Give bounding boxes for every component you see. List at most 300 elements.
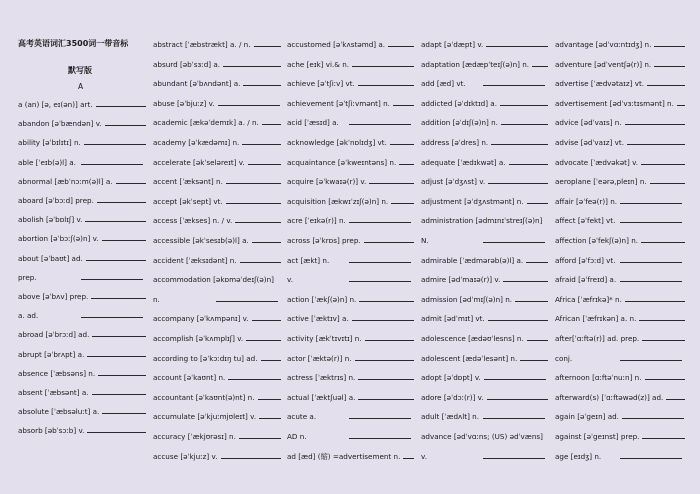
answer-blank[interactable] [488,319,548,321]
answer-blank[interactable] [654,65,685,67]
vocab-entry [18,100,146,109]
vocab-entry [421,177,548,186]
entry-text: act [ækt] n. [287,255,330,265]
answer-blank[interactable] [243,84,281,86]
vocab-entry [555,452,685,461]
vocab-entry [287,158,414,167]
vocab-entry [555,295,685,304]
answer-blank[interactable] [520,359,548,361]
entry-text: N. [421,236,429,245]
entry-text: abuse [əˈbjuːz] v. [153,98,215,108]
entry-text: according to [əˈkɔːdɪŋ tu] ad. [153,353,258,363]
entry-text: abandon [əˈbændən] v. [18,119,102,129]
answer-blank[interactable] [98,374,146,376]
vocab-entry [421,99,548,108]
vocab-entry [287,334,414,343]
answer-blank[interactable] [488,182,548,184]
vocab-entry [421,452,548,461]
entry-text: ability [əˈbɪlɪtɪ] n. [18,138,81,148]
entry-text: admire [ədˈmaɪə(r)] v. [421,275,501,285]
answer-blank[interactable] [359,300,414,302]
entry-text: advertise [ˈædvətaɪz] vt. [555,79,645,89]
entry-text: above [əˈbʌv] prep. [18,292,89,301]
vocab-entry [555,138,685,147]
vocab-entry [18,369,146,378]
answer-blank[interactable] [515,300,548,302]
answer-blank[interactable] [487,398,548,400]
vocab-entry [421,138,548,147]
answer-blank[interactable] [399,163,414,165]
answer-blank[interactable] [92,393,146,395]
entry-text: abroad [əˈbrɔːd] ad. [18,330,90,340]
vocab-entry [153,295,281,304]
vocab-entry [18,330,146,339]
answer-blank[interactable] [620,221,682,223]
answer-blank[interactable] [86,259,146,261]
answer-blank[interactable] [486,45,548,47]
vocab-entry [287,197,414,206]
entry-text: advance [ədˈvɑːns; (US) ədˈvæns] [421,432,543,441]
vocab-entry [287,177,414,186]
entry-text: addicted [əˈdɪktɪd] a. [421,98,497,108]
vocab-entry [555,393,685,402]
entry-text: aeroplane [ˈeərə,pleɪn] n. [555,177,647,187]
entry-text: affection [əˈfekʃ(ə)n] n. [555,236,639,245]
vocab-entry [421,354,548,363]
vocab-entry [555,373,685,382]
vocab-entry [287,40,414,49]
vocab-entry [153,216,281,225]
page-title: 高考英语词汇3500词一带音标 [18,39,129,48]
entry-text: adequate [ˈædɪkwət] a. [421,157,506,167]
answer-blank[interactable] [647,84,685,86]
entry-text: acknowledge [əkˈnɒlɪdʒ] vt. [287,138,387,147]
entry-text: achieve [əˈtʃiːv] vt. [287,79,355,89]
entry-text: account [əˈkaʊnt] n. [153,373,226,383]
entry-text: able [ˈeɪb(ə)l] a. [18,157,76,167]
entry-text: aboard [əˈbɔːd] prep. [18,196,94,205]
entry-text: active [ˈæktɪv] a. [287,314,349,324]
vocab-entry [18,292,146,301]
vocab-entry [18,388,146,397]
answer-blank[interactable] [642,339,685,341]
entry-text: abstract [ˈæbstrækt] a. / n. [153,40,251,49]
answer-blank[interactable] [641,163,685,165]
vocab-entry [555,236,685,245]
answer-blank[interactable] [483,457,545,459]
vocab-entry [555,256,685,265]
answer-blank[interactable] [365,339,414,341]
vocab-entry [153,314,281,323]
entry-text: add [æd] vt. [421,79,466,89]
vocab-entry [421,275,548,284]
answer-blank[interactable] [369,182,414,184]
vocab-entry [153,99,281,108]
vocab-entry [153,373,281,382]
vocab-entry [421,334,548,343]
vocab-entry [287,452,414,461]
entry-text: adjust [əˈdʒʌst] v. [421,177,486,187]
entry-text: afternoon [ɑːftəˈnuːn] n. [555,373,642,383]
answer-blank[interactable] [527,202,548,204]
entry-text: accent [ˈæksənt] n. [153,177,223,187]
vocab-entry [18,426,146,435]
answer-blank[interactable] [483,84,545,86]
entry-text: academic [ækəˈdemɪk] a. / n. [153,118,259,128]
vocab-entry [18,350,146,359]
vocab-entry [421,295,548,304]
entry-text: African [ˈæfrɪkən] a. n. [555,314,637,324]
entry-text: advertisement [ədˈvɜːtɪsmənt] n. [555,98,674,108]
entry-text: affair [əˈfeə(r)] n. [555,196,618,206]
page-subtitle: 默写版 [68,66,92,75]
answer-blank[interactable] [92,335,146,337]
answer-blank[interactable] [391,202,414,204]
entry-text: acid [ˈæsɪd] a. [287,118,339,128]
answer-blank[interactable] [390,143,414,145]
answer-blank[interactable] [527,339,548,341]
answer-blank[interactable] [239,437,281,439]
vocab-entry [421,393,548,402]
answer-blank[interactable] [262,123,281,125]
answer-blank[interactable] [240,261,281,263]
answer-blank[interactable] [81,163,143,165]
answer-blank[interactable] [355,359,414,361]
vocab-entry [153,432,281,441]
entry-text: accompany [əˈkʌmpənɪ] v. [153,314,249,324]
answer-blank[interactable] [352,65,414,67]
vocab-entry [555,177,685,186]
vocab-entry [18,311,146,320]
vocab-entry [153,40,281,49]
entry-text: adolescence [ædəʊˈlesns] n. [421,334,524,343]
answer-blank[interactable] [349,123,411,125]
vocab-entry [153,452,281,461]
vocab-entry [287,79,414,88]
answer-blank[interactable] [364,241,414,243]
answer-blank[interactable] [248,163,281,165]
vocab-entry [287,314,414,323]
entry-text: adore [əˈdɔː(r)] v. [421,392,484,402]
answer-blank[interactable] [620,280,682,282]
vocab-entry [287,216,414,225]
answer-blank[interactable] [349,221,411,223]
entry-text: address [əˈdres] n. [421,138,489,147]
answer-blank[interactable] [218,104,280,106]
answer-blank[interactable] [97,201,146,203]
vocab-entry [555,79,685,88]
vocab-entry [153,60,281,69]
entry-text: abundant [əˈbʌndənt] a. [153,79,241,89]
vocab-entry [287,393,414,402]
entry-text: advice [ədˈvaɪs] n. [555,118,622,128]
entry-text: absent [ˈæbsənt] a. [18,388,89,397]
answer-blank[interactable] [226,182,281,184]
entry-text: accident [ˈæksɪdənt] n. [153,255,237,265]
answer-blank[interactable] [235,221,281,223]
entry-text: afterward(s) [ˈɑːftəwəd(z)] ad. [555,392,664,402]
vocab-entry [421,256,548,265]
entry-text: admit [ədˈmɪt] vt. [421,314,485,324]
vocab-entry [18,196,146,205]
vocab-entry [555,40,685,49]
entry-text: accommodation [əkɒməˈdeɪʃ(ə)n] [153,275,274,285]
vocab-entry [555,334,685,343]
entry-text: ad [æd] (缩) =advertisement n. [287,451,401,461]
vocab-entry [287,295,414,304]
answer-blank[interactable] [666,398,685,400]
vocab-entry [287,118,414,127]
vocab-entry [287,256,414,265]
answer-blank[interactable] [96,105,146,107]
vocab-entry [555,354,685,363]
entry-text: adolescent [ædəˈlesənt] n. [421,353,518,363]
entry-text: afraid [əˈfreɪd] a. [555,275,617,285]
entry-text: activity [ækˈtɪvɪtɪ] n. [287,334,362,343]
vocab-entry [18,158,146,167]
entry-text: accustomed [əˈkʌstəmd] a. [287,40,386,49]
answer-blank[interactable] [627,143,685,145]
entry-text: admirable [ˈædmərəb(ə)l] a. [421,255,524,265]
answer-blank[interactable] [625,123,685,125]
answer-blank[interactable] [491,143,548,145]
answer-blank[interactable] [102,412,146,414]
vocab-entry [421,79,548,88]
answer-blank[interactable] [622,417,684,419]
entry-text: n. [153,294,160,304]
entry-text: affect [əˈfekt] vt. [555,216,616,226]
answer-blank[interactable] [105,124,146,126]
entry-text: adjustment [əˈdʒʌstmənt] n. [421,196,524,206]
vocab-entry [153,79,281,88]
entry-text: action [ˈækʃ(ə)n] n. [287,294,357,304]
entry-text: administration [ədmɪnɪˈstreɪʃ(ə)n] [421,216,543,226]
vocab-entry [153,412,281,421]
answer-blank[interactable] [639,319,685,321]
vocab-entry [287,99,414,108]
entry-text: accelerate [əkˈseləreɪt] v. [153,157,245,167]
answer-blank[interactable] [532,65,548,67]
vocab-entry [287,373,414,382]
answer-blank[interactable] [349,261,411,263]
entry-text: abrupt [əˈbrʌpt] a. [18,349,85,359]
answer-blank[interactable] [403,457,414,459]
entry-text: actress [ˈæktrɪs] n. [287,373,356,383]
vocab-entry [153,275,281,284]
vocab-entry [555,432,685,441]
vocab-entry [555,275,685,284]
entry-text: advise [ədˈvaɪz] vt. [555,138,624,147]
vocab-entry [18,119,146,128]
vocab-entry [555,216,685,225]
answer-blank[interactable] [228,378,281,380]
vocab-entry [555,197,685,206]
vocab-entry [421,432,548,441]
entry-text: after[ˈɑːftə(r)] ad. prep. [555,334,640,343]
vocab-entry [153,118,281,127]
vocab-entry [153,393,281,402]
answer-blank[interactable] [503,280,548,282]
entry-text: acute a. [287,412,317,422]
answer-blank[interactable] [226,202,281,204]
entry-text: acquisition [ækwɪˈzɪʃ(ə)n] n. [287,196,389,206]
answer-blank[interactable] [84,143,146,145]
answer-blank[interactable] [526,261,548,263]
answer-blank[interactable] [258,398,282,400]
entry-text: adventure [ədˈventʃə(r)] n. [555,59,652,69]
entry-text: adopt [əˈdɒpt] v. [421,373,481,383]
vocab-entry [153,197,281,206]
vocab-entry [153,334,281,343]
answer-blank[interactable] [642,437,685,439]
entry-text: accuse [əˈkjuːz] v. [153,451,218,461]
entry-text: a. ad. [18,311,39,321]
answer-blank[interactable] [252,241,281,243]
vocab-entry [287,432,414,441]
answer-blank[interactable] [349,437,411,439]
vocab-entry [287,275,414,284]
answer-blank[interactable] [349,280,411,282]
entry-text: conj. [555,353,573,363]
entry-text: accuracy [ˈækjʊrəsɪ] n. [153,432,236,441]
answer-blank[interactable] [87,355,146,357]
answer-blank[interactable] [645,378,686,380]
vocab-entry [555,118,685,127]
answer-blank[interactable] [349,417,411,419]
vocab-entry [421,197,548,206]
answer-blank[interactable] [116,182,146,184]
vocab-entry [421,236,548,245]
answer-blank[interactable] [259,417,281,419]
vocab-entry [18,254,146,263]
answer-blank[interactable] [625,300,685,302]
entry-text: absurd [əbˈsɜːd] a. [153,59,221,69]
vocab-entry [18,234,146,243]
answer-blank[interactable] [677,104,685,106]
answer-blank[interactable] [216,300,278,302]
answer-blank[interactable] [483,241,545,243]
entry-text: age [eɪdʒ] n. [555,451,602,461]
answer-blank[interactable] [261,359,281,361]
vocab-entry [287,412,414,421]
answer-blank[interactable] [242,143,281,145]
vocab-entry [153,177,281,186]
answer-blank[interactable] [85,220,146,222]
answer-blank[interactable] [620,359,682,361]
vocab-entry [421,118,548,127]
answer-blank[interactable] [81,278,143,280]
vocab-entry [153,138,281,147]
answer-blank[interactable] [223,65,281,67]
answer-blank[interactable] [221,457,282,459]
vocab-entry [421,373,548,382]
answer-blank[interactable] [87,431,146,433]
vocab-entry [18,407,146,416]
entry-text: accumulate [əˈkjuːmjʊleɪt] v. [153,412,257,422]
vocab-entry [287,60,414,69]
answer-blank[interactable] [509,163,548,165]
answer-blank[interactable] [483,417,545,419]
answer-blank[interactable] [358,398,414,400]
vocab-entry [421,60,548,69]
entry-text: accessible [əkˈsesɪb(ə)l] a. [153,236,249,245]
answer-blank[interactable] [358,84,414,86]
vocab-entry [421,412,548,421]
answer-blank[interactable] [81,316,143,318]
answer-blank[interactable] [358,378,414,380]
answer-blank[interactable] [620,261,682,263]
vocab-entry [555,60,685,69]
entry-text: v. [287,275,293,285]
vocab-entry [18,177,146,186]
vocab-entry [153,236,281,245]
answer-blank[interactable] [500,104,548,106]
answer-blank[interactable] [650,182,685,184]
answer-blank[interactable] [254,45,281,47]
answer-blank[interactable] [252,319,281,321]
entry-text: addition [əˈdɪʃ(ə)n] n. [421,118,498,128]
entry-text: access [ˈækses] n. / v. [153,216,233,226]
vocab-entry [555,158,685,167]
answer-blank[interactable] [501,123,548,125]
answer-blank[interactable] [620,202,682,204]
entry-text: actor [ˈæktə(r)] n. [287,353,352,363]
vocab-entry [18,273,146,282]
answer-blank[interactable] [620,457,682,459]
entry-text: abnormal [æbˈnɔːm(ə)l] a. [18,176,113,186]
entry-text: across [əˈkrɒs] prep. [287,236,361,245]
vocab-entry [421,216,548,225]
entry-text: academy [əˈkædəmɪ] n. [153,138,240,147]
entry-text: about [əˈbaʊt] ad. [18,253,83,263]
answer-blank[interactable] [641,241,685,243]
answer-blank[interactable] [654,45,685,47]
entry-text: absolute [ˈæbsəluːt] a. [18,407,100,417]
vocab-entry [421,314,548,323]
entry-text: adapt [əˈdæpt] v. [421,40,484,49]
vocab-entry [153,158,281,167]
vocab-entry [287,236,414,245]
entry-text: accountant [əˈkaʊnt(ə)nt] n. [153,392,255,402]
entry-text: AD n. [287,432,307,441]
entry-text: acre [ˈeɪkə(r)] n. [287,216,346,226]
answer-blank[interactable] [388,45,414,47]
answer-blank[interactable] [352,319,414,321]
entry-text: advocate [ˈædvəkət] v. [555,157,639,167]
vocab-entry [18,138,146,147]
entry-text: achievement [əˈtʃiːvmənt] n. [287,98,390,108]
answer-blank[interactable] [484,378,546,380]
entry-text: admission [ədˈmɪʃ(ə)n] n. [421,294,513,304]
answer-blank[interactable] [102,239,146,241]
vocab-entry [421,40,548,49]
vocab-entry [153,256,281,265]
vocab-entry [153,354,281,363]
entry-text: v. [421,451,427,461]
entry-text: acquire [əˈkwaɪə(r)] v. [287,177,367,187]
vocab-entry [18,215,146,224]
entry-text: advantage [ədˈvɑːntɪdʒ] n. [555,40,652,49]
entry-text: abortion [əˈbɔːʃ(ə)n] v. [18,234,99,244]
entry-text: accomplish [əˈkʌmplɪʃ] v. [153,334,244,343]
vocab-entry [287,138,414,147]
answer-blank[interactable] [246,339,281,341]
answer-blank[interactable] [393,104,414,106]
entry-text: actual [ˈæktʃuəl] a. [287,392,356,402]
entry-text: ache [eɪk] vi.& n. [287,59,350,69]
answer-blank[interactable] [91,297,146,299]
vocab-entry [287,354,414,363]
